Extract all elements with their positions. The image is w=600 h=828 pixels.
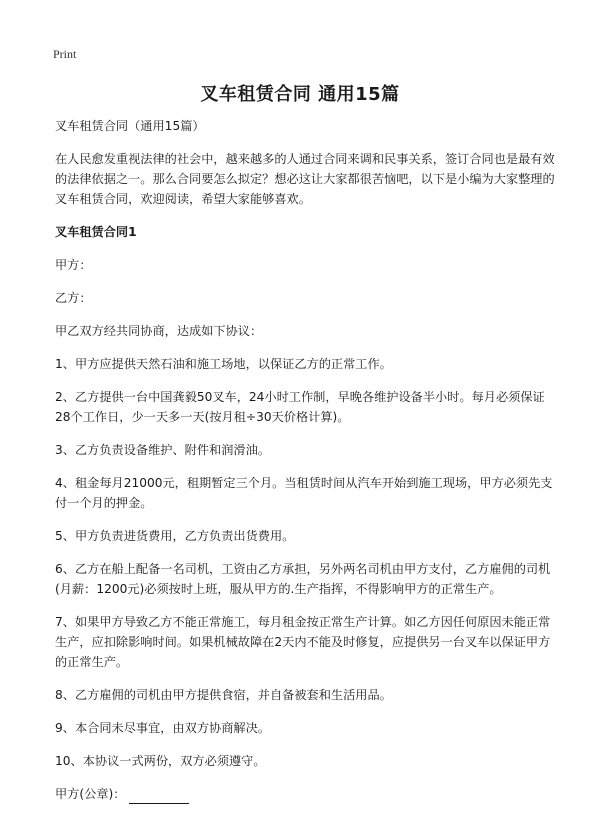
agreement-intro: 甲乙双方经共同协商，达成如下协议： — [55, 324, 263, 338]
document-title: 叉车租赁合同 通用15篇 — [200, 84, 400, 105]
clause-6: 6、乙方在船上配备一名司机，工资由乙方承担，另外两名司机由甲方支付，乙方雇佣的司机(月薪：1200元)必须按时上班，服从甲方的.生产指挥，不得影响甲方的正常生产。 — [55, 562, 551, 596]
signature-label: 甲方(公章)： — [55, 787, 126, 801]
clause-5: 5、甲方负责进货费用，乙方负责出货费用。 — [55, 529, 295, 543]
clause-4: 4、租金每月21000元，租期暂定三个月。当租赁时间从汽车开始到施工现场，甲方必须先支付一个月的押金。 — [55, 476, 553, 510]
print-link[interactable]: Print — [53, 47, 77, 61]
document-subtitle: 叉车租赁合同（通用15篇） — [55, 119, 205, 133]
clause-3: 3、乙方负责设备维护、附件和润滑油。 — [55, 443, 270, 457]
signature-row — [55, 784, 555, 804]
document-body — [55, 116, 555, 817]
clause-8: 8、乙方雇佣的司机由甲方提供食宿，并自备被套和生活用品。 — [55, 688, 392, 702]
clause-1: 1、甲方应提供天然石油和施工场地，以保证乙方的正常工作。 — [55, 357, 392, 371]
section-heading: 叉车租赁合同1 — [55, 225, 137, 239]
clause-9: 9、本合同未尽事宜，由双方协商解决。 — [55, 721, 270, 735]
signature-blank-line — [129, 789, 189, 804]
clause-10: 10、本协议一式两份，双方必须遵守。 — [55, 754, 266, 768]
intro-paragraph: 在人民愈发重视法律的社会中，越来越多的人通过合同来调和民事关系，签订合同也是最有效的法律依据之一。那么合同要怎么拟定？想必这让大家都很苦恼吧，以下是小编为大家整理的叉车租赁合同，欢迎阅读，希望大家能够喜欢。 — [55, 152, 555, 206]
clause-2: 2、乙方提供一台中国龚毅50叉车，24小时工作制，早晚各维护设备半小时。每月必须保证28个工作日，少一天多一天(按月租÷30天价格计算)。 — [55, 390, 545, 424]
party-b-label: 乙方： — [55, 291, 92, 305]
party-a-label: 甲方： — [55, 258, 92, 272]
clause-7: 7、如果甲方导致乙方不能正常施工，每月租金按正常生产计算。如乙方因任何原因未能正常生产，应扣除影响时间。如果机械故障在2天内不能及时修复，应提供另一台叉车以保证甲方的正常生产。 — [55, 615, 551, 669]
